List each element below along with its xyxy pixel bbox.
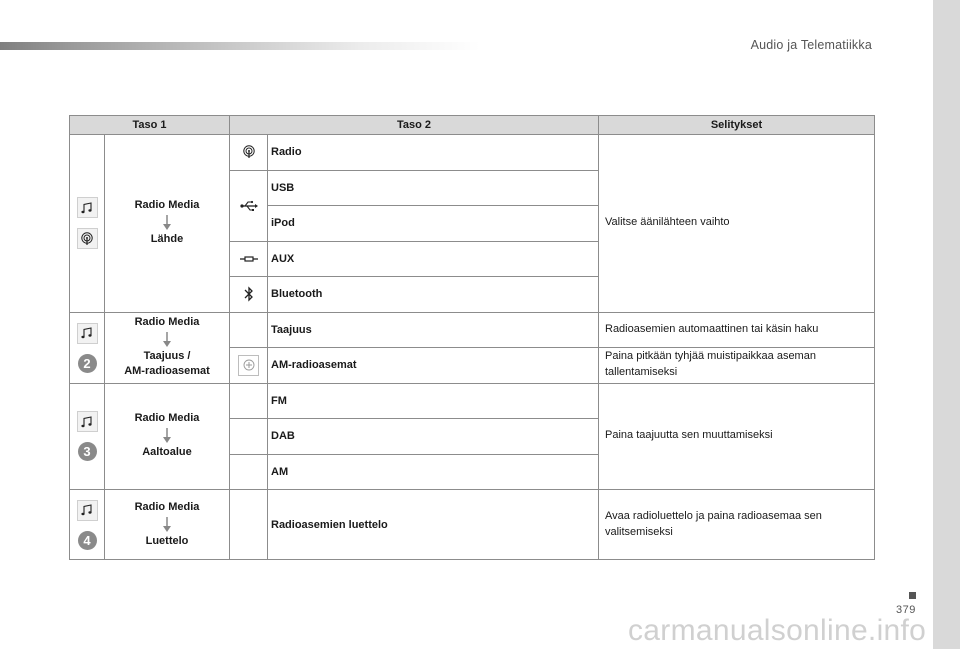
menu-item-radio: Radio <box>268 135 599 171</box>
group2-icons <box>70 312 105 383</box>
level1-bottom-label: Luettelo <box>145 534 189 547</box>
level1-top-label: Radio Media <box>134 412 200 425</box>
usb-row-icon-cell <box>230 170 268 241</box>
empty-icon-cell <box>230 312 268 348</box>
menu-item-bluetooth: Bluetooth <box>268 277 599 313</box>
usb-icon <box>240 200 258 212</box>
menu-item-usb: USB <box>268 170 599 206</box>
empty-icon-cell <box>230 419 268 455</box>
empty-icon-cell <box>230 490 268 560</box>
menu-table <box>69 115 875 560</box>
group3-level1 <box>105 383 230 490</box>
page-number: 379 <box>896 604 916 616</box>
menu-item-am: AM <box>268 454 599 490</box>
step-badge: 4 <box>78 531 97 550</box>
radio-row-icon-cell <box>230 135 268 171</box>
group1-level1 <box>105 135 230 313</box>
group4-level1 <box>105 490 230 560</box>
am-presets-icon-cell <box>230 348 268 384</box>
table-row <box>70 135 875 171</box>
down-arrow-icon <box>162 517 172 533</box>
page-marker <box>909 592 916 599</box>
bluetooth-row-icon-cell <box>230 277 268 313</box>
taajuus-description: Radioasemien automaattinen tai käsin haku <box>599 312 875 348</box>
group3-icons <box>70 383 105 490</box>
group4-icons <box>70 490 105 560</box>
side-strip <box>933 0 960 649</box>
music-note-icon <box>77 197 98 218</box>
header-description: Selitykset <box>599 116 875 135</box>
menu-item-aux: AUX <box>268 241 599 277</box>
menu-item-am-presets: AM-radioasemat <box>268 348 599 384</box>
aux-icon <box>240 254 258 264</box>
table-row <box>70 490 875 560</box>
aux-row-icon-cell <box>230 241 268 277</box>
level1-top-label: Radio Media <box>134 315 200 328</box>
down-arrow-icon <box>162 215 172 231</box>
level1-bottom-label: Lähde <box>150 233 184 246</box>
level1-top-label: Radio Media <box>134 199 200 212</box>
menu-item-taajuus: Taajuus <box>268 312 599 348</box>
header-level2: Taso 2 <box>230 116 599 135</box>
table-header-row <box>70 116 875 135</box>
add-preset-icon <box>238 355 259 376</box>
section-title: Audio ja Telematiikka <box>750 38 872 52</box>
music-note-icon <box>77 323 98 344</box>
radio-icon <box>242 145 256 159</box>
menu-item-dab: DAB <box>268 419 599 455</box>
header-level1: Taso 1 <box>70 116 230 135</box>
empty-icon-cell <box>230 454 268 490</box>
down-arrow-icon <box>162 428 172 444</box>
down-arrow-icon <box>162 332 172 348</box>
step-badge: 3 <box>78 442 97 461</box>
music-note-icon <box>77 411 98 432</box>
menu-item-ipod: iPod <box>268 206 599 242</box>
table-row <box>70 312 875 348</box>
group2-level1 <box>105 312 230 383</box>
bluetooth-icon <box>244 286 254 302</box>
level1-top-label: Radio Media <box>134 500 200 513</box>
level1-bottom-label-line2: AM-radioasemat <box>124 365 210 378</box>
table-row <box>70 383 875 419</box>
music-note-icon <box>77 500 98 521</box>
level1-bottom-label-line1: Taajuus / <box>143 349 191 362</box>
watermark: carmanualsonline.info <box>628 614 927 647</box>
radio-icon <box>77 228 98 249</box>
am-presets-description: Paina pitkään tyhjää muistipaikkaa aseman tallentamiseksi <box>599 348 875 384</box>
menu-item-station-list: Radioasemien luettelo <box>268 490 599 560</box>
step-badge: 2 <box>78 354 97 373</box>
menu-item-fm: FM <box>268 383 599 419</box>
empty-icon-cell <box>230 383 268 419</box>
level1-bottom-label: Aaltoalue <box>142 446 192 459</box>
group4-description: Avaa radioluettelo ja paina radioasemaa sen valitsemiseksi <box>599 490 875 560</box>
group1-icons <box>70 135 105 313</box>
group1-description: Valitse äänilähteen vaihto <box>599 135 875 313</box>
group3-description: Paina taajuutta sen muuttamiseksi <box>599 383 875 490</box>
header-gradient-bar <box>0 42 480 50</box>
